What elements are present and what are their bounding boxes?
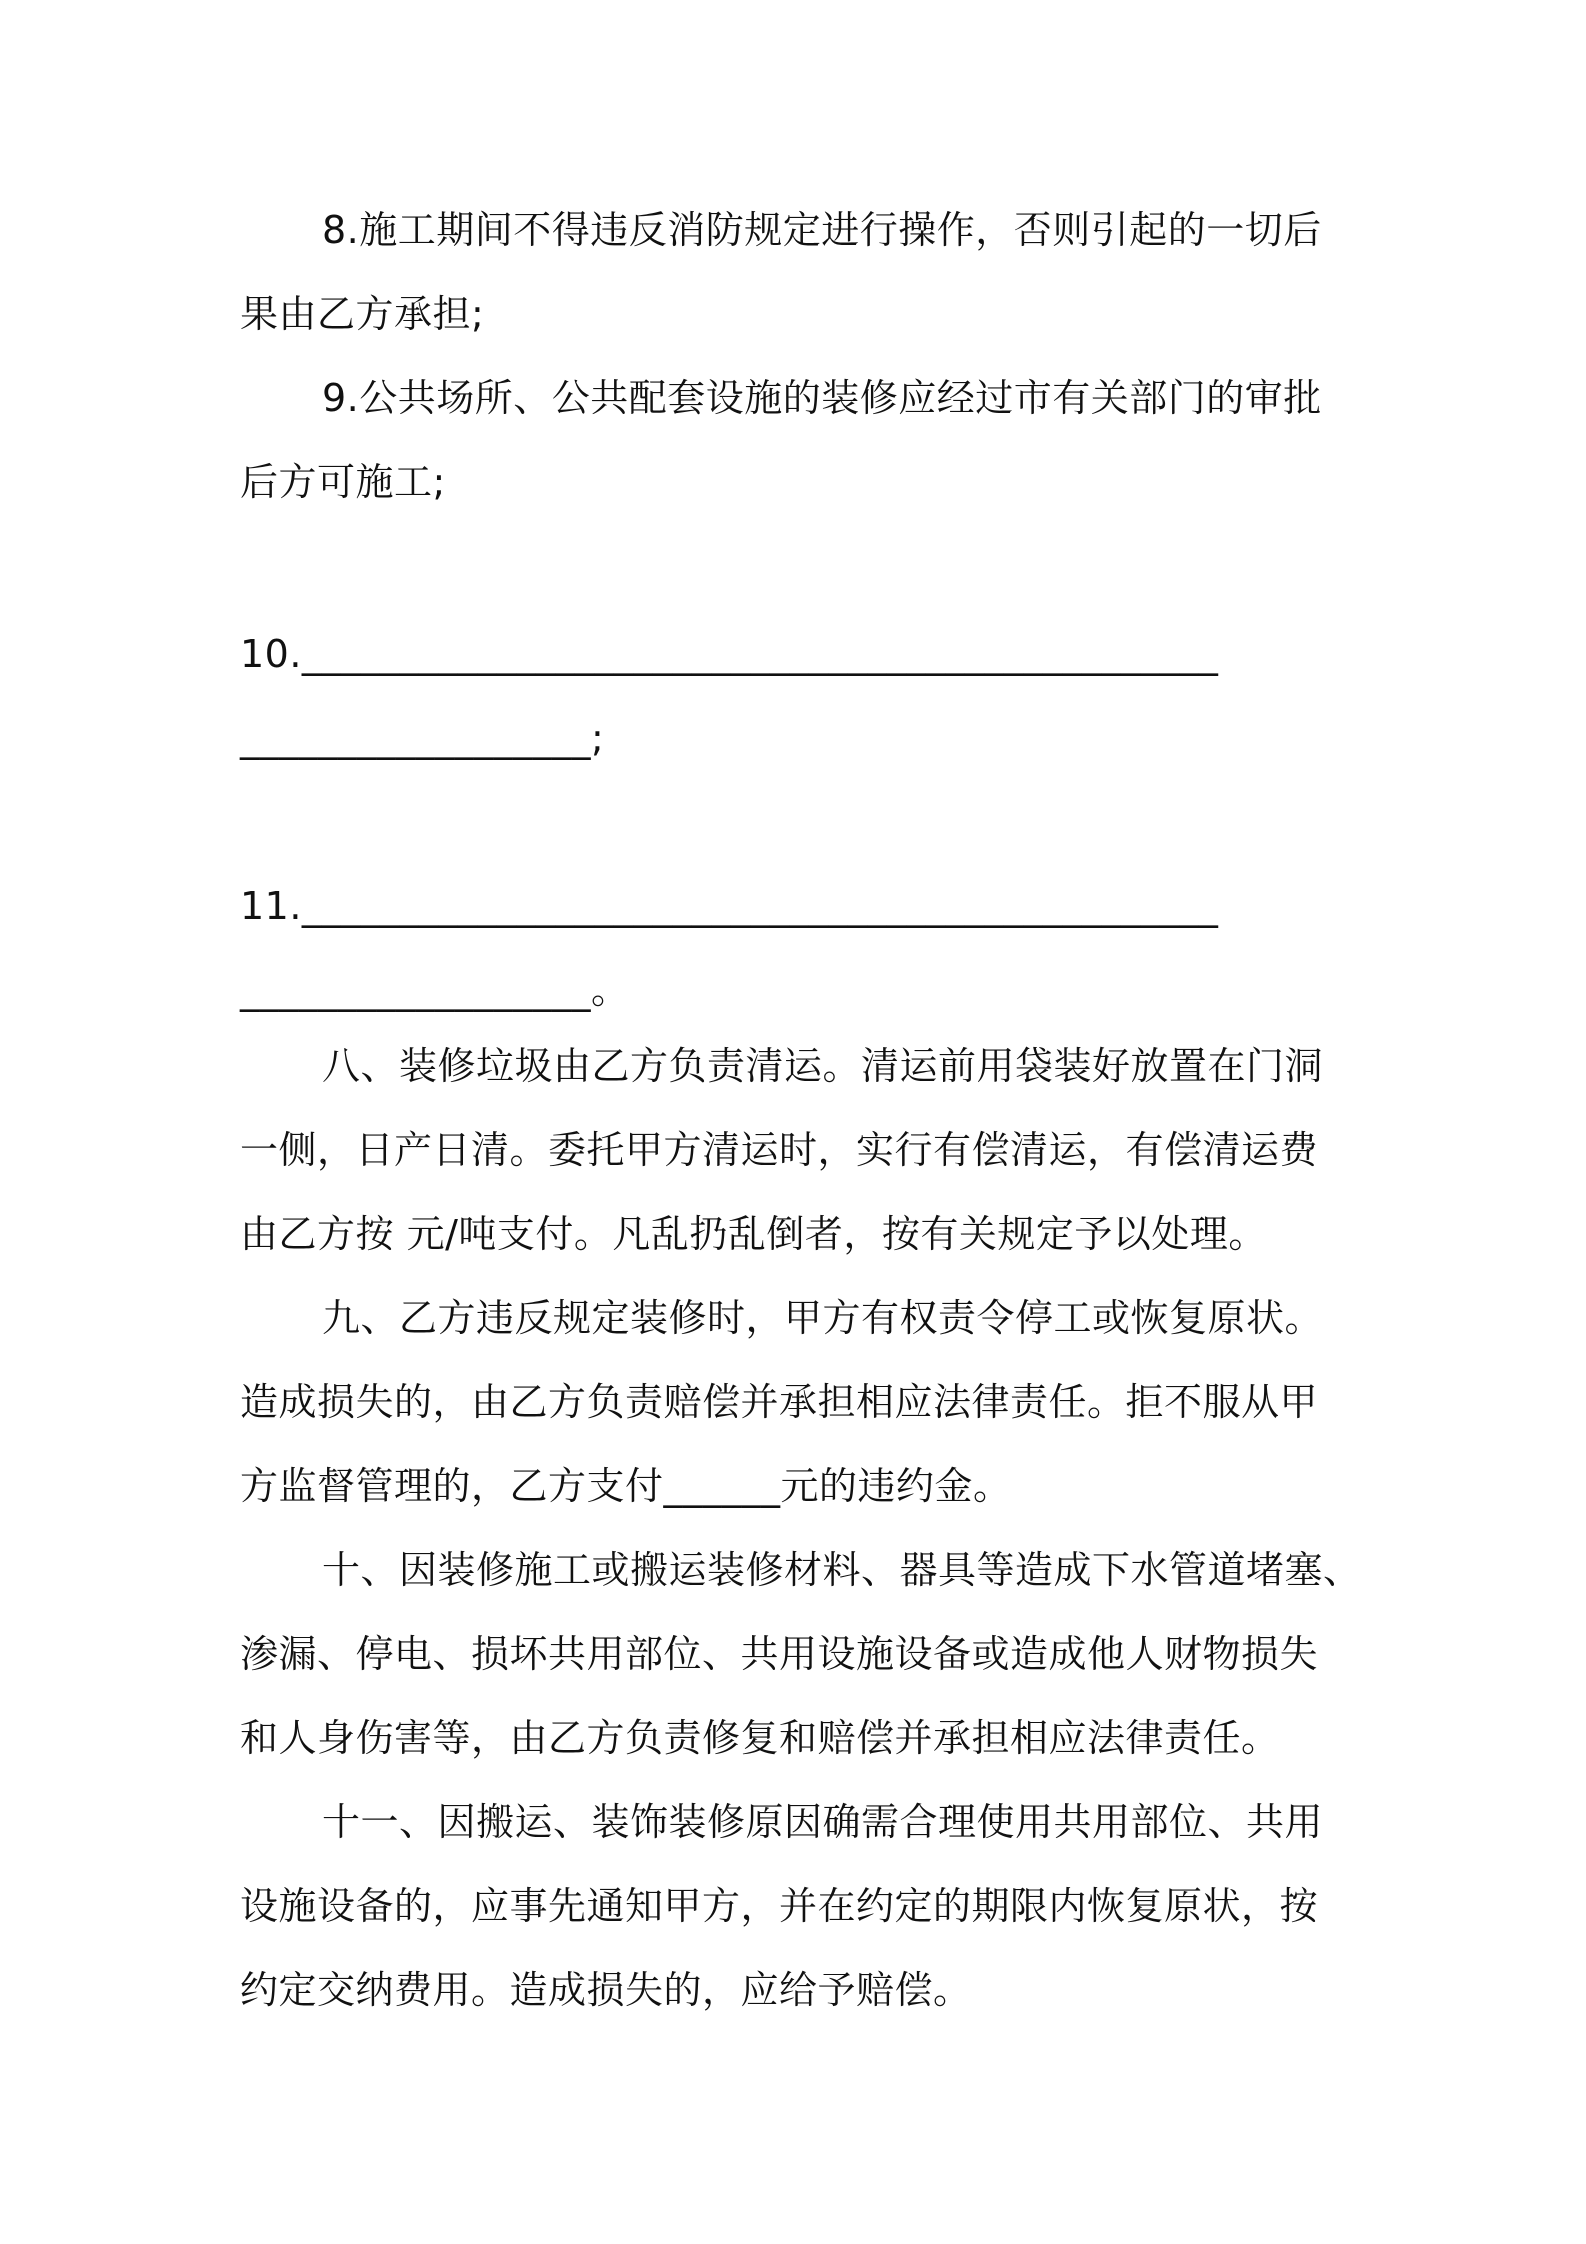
section-9-line-1: 九、乙方违反规定装修时，甲方有权责令停工或恢复原状。 <box>322 1296 1324 1340</box>
clause-9-line-2: 后方可施工; <box>240 460 446 504</box>
section-10-line-2: 渗漏、停电、损坏共用部位、共用设施设备或造成他人财物损失 <box>240 1632 1319 1676</box>
section-10-line-1: 十、因装修施工或搬运装修材料、器具等造成下水管道堵塞、 <box>322 1548 1362 1592</box>
clause-8-line-1: 8.施工期间不得违反消防规定进行操作，否则引起的一切后 <box>322 208 1322 252</box>
clause-10-blank-line-1: 10._______________________________________________ <box>240 632 1219 676</box>
section-11-line-2: 设施设备的，应事先通知甲方，并在约定的期限内恢复原状，按 <box>240 1884 1319 1928</box>
section-9-line-3: 方监督管理的，乙方支付______元的违约金。 <box>240 1464 1012 1508</box>
clause-11-blank-line-1: 11._______________________________________________ <box>240 884 1219 928</box>
clause-9-line-1: 9.公共场所、公共配套设施的装修应经过市有关部门的审批 <box>322 376 1322 420</box>
clause-11-blank-line-2: __________________。 <box>240 968 630 1012</box>
section-9-line-2: 造成损失的，由乙方负责赔偿并承担相应法律责任。拒不服从甲 <box>240 1380 1319 1424</box>
clause-8-line-2: 果由乙方承担; <box>240 292 485 336</box>
section-10-line-3: 和人身伤害等，由乙方负责修复和赔偿并承担相应法律责任。 <box>240 1716 1280 1760</box>
section-8-line-3: 由乙方按 元/吨支付。凡乱扔乱倒者，按有关规定予以处理。 <box>240 1212 1267 1256</box>
section-11-line-3: 约定交纳费用。造成损失的，应给予赔偿。 <box>240 1968 972 2012</box>
section-8-line-1: 八、装修垃圾由乙方负责清运。清运前用袋装好放置在门洞 <box>322 1044 1324 1088</box>
clause-10-blank-line-2: __________________; <box>240 716 605 760</box>
section-11-line-1: 十一、因搬运、装饰装修原因确需合理使用共用部位、共用 <box>322 1800 1324 1844</box>
section-8-line-2: 一侧，日产日清。委托甲方清运时，实行有偿清运，有偿清运费 <box>240 1128 1319 1172</box>
